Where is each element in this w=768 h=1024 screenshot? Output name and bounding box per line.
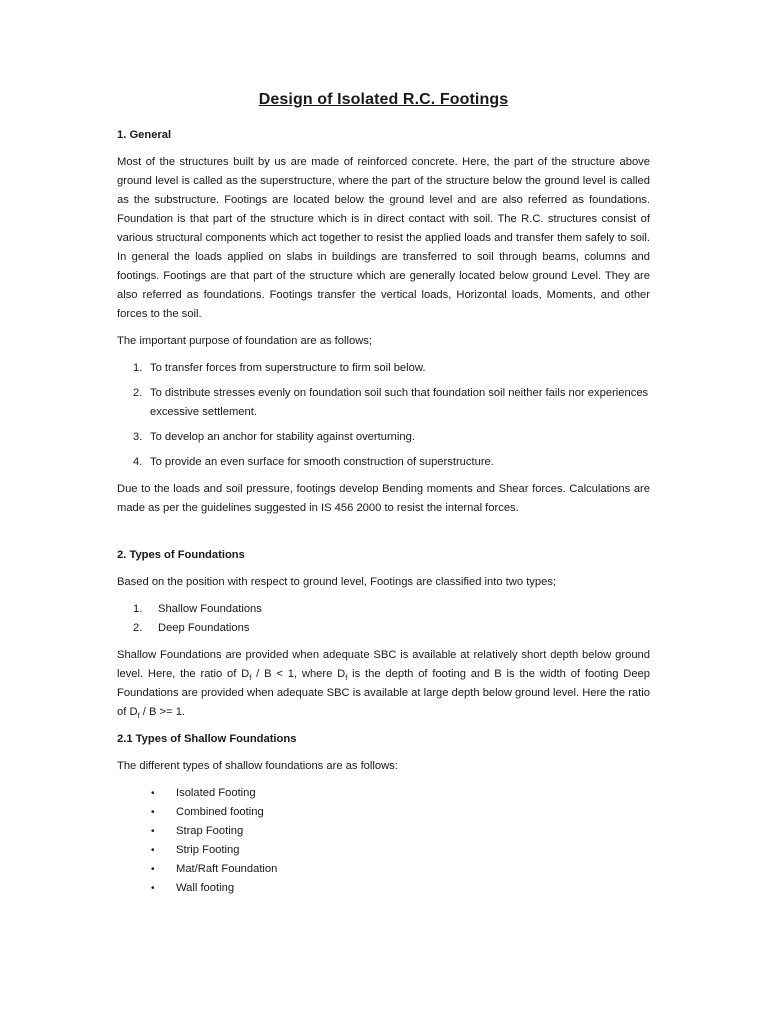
bullet-icon: • xyxy=(151,883,155,894)
types-text-a: Shallow Foundations are provided when adequate SBC is available at relatively short depth below ground level. Here, the ratio of D xyxy=(117,649,650,680)
list-text: To provide an even surface for smooth construction of superstructure. xyxy=(150,456,494,468)
general-paragraph-3: Due to the loads and soil pressure, footings develop Bending moments and Shear forces. Calculations are made as per the guidelines suggested in IS 456 2000 to resist the internal forces. xyxy=(117,483,650,514)
section-heading-shallow: 2.1 Types of Shallow Foundations xyxy=(117,733,297,745)
list-item xyxy=(117,860,650,879)
foundation-types-list xyxy=(117,600,650,638)
list-number: 1. xyxy=(133,362,143,374)
list-item xyxy=(117,600,650,619)
bullet-icon: • xyxy=(151,788,155,799)
list-text: To distribute stresses evenly on foundation soil such that foundation soil neither fails nor experiences excessive settlement. xyxy=(150,387,649,418)
general-paragraph-2: The important purpose of foundation are as follows; xyxy=(117,335,372,347)
section-heading-types: 2. Types of Foundations xyxy=(117,549,245,561)
list-item xyxy=(117,822,650,841)
document-title: Design of Isolated R.C. Footings xyxy=(258,91,509,108)
list-item xyxy=(117,803,650,822)
list-number: 4. xyxy=(133,456,143,468)
list-item xyxy=(117,359,650,378)
types-text-c: is the depth of footing and B is the width of footing Deep Foundations are provided when adequate SBC is available at large depth below ground level. Here the ratio of D xyxy=(117,668,650,718)
bullet-icon: • xyxy=(151,826,155,837)
list-item xyxy=(117,619,650,638)
list-number: 2. xyxy=(133,387,143,399)
list-number: 2. xyxy=(133,622,143,634)
types-text-d: / B >= 1. xyxy=(139,706,186,718)
list-text: Combined footing xyxy=(176,806,264,818)
types-paragraph xyxy=(117,646,650,722)
bullet-icon: • xyxy=(151,807,155,818)
bullet-icon: • xyxy=(151,845,155,856)
list-number: 3. xyxy=(133,431,143,443)
list-item xyxy=(117,784,650,803)
list-text: Wall footing xyxy=(176,882,235,894)
list-text: Shallow Foundations xyxy=(158,603,262,615)
types-text-b: / B < 1, where D xyxy=(251,668,346,680)
list-text: Mat/Raft Foundation xyxy=(176,863,278,875)
list-item xyxy=(117,879,650,898)
list-item xyxy=(117,453,650,472)
list-text: To transfer forces from superstructure to firm soil below. xyxy=(150,362,426,374)
purpose-list xyxy=(117,359,650,472)
general-paragraph-1: Most of the structures built by us are made of reinforced concrete. Here, the part of the structure above ground level is called as the superstructure, where the part of the structure below the ground level is called as the substructure. Footings are located below the ground level and are also referred as foundations. Foundation is that part of the structure which is in direct contact with soil. The R.C. structures consist of various structural components which act together to resist the applied loads and transfer them safely to soil. In general the loads applied on slabs in buildings are transferred to soil through beams, columns and footings. Footings are that part of the structure which are generally located below ground Level. They are also referred as foundations. Footings transfer the vertical loads, Horizontal loads, Moments, and other forces to the soil. xyxy=(117,156,650,320)
shallow-intro: The different types of shallow foundations are as follows: xyxy=(117,760,398,772)
spacer xyxy=(117,526,650,546)
subscript-f: f xyxy=(345,673,348,683)
list-number: 1. xyxy=(133,603,143,615)
subscript-f: f xyxy=(249,673,252,683)
shallow-types-list xyxy=(117,784,650,898)
list-item xyxy=(117,428,650,447)
document-page xyxy=(117,88,650,898)
types-intro: Based on the position with respect to ground level, Footings are classified into two types; xyxy=(117,576,557,588)
bullet-icon: • xyxy=(151,864,155,875)
list-text: Strip Footing xyxy=(176,844,240,856)
list-text: To develop an anchor for stability against overturning. xyxy=(150,431,415,443)
list-item xyxy=(117,841,650,860)
list-text: Isolated Footing xyxy=(176,787,256,799)
section-heading-general: 1. General xyxy=(117,129,172,141)
list-text: Strap Footing xyxy=(176,825,244,837)
list-item xyxy=(117,384,650,422)
list-text: Deep Foundations xyxy=(158,622,250,634)
subscript-f: f xyxy=(137,711,140,721)
